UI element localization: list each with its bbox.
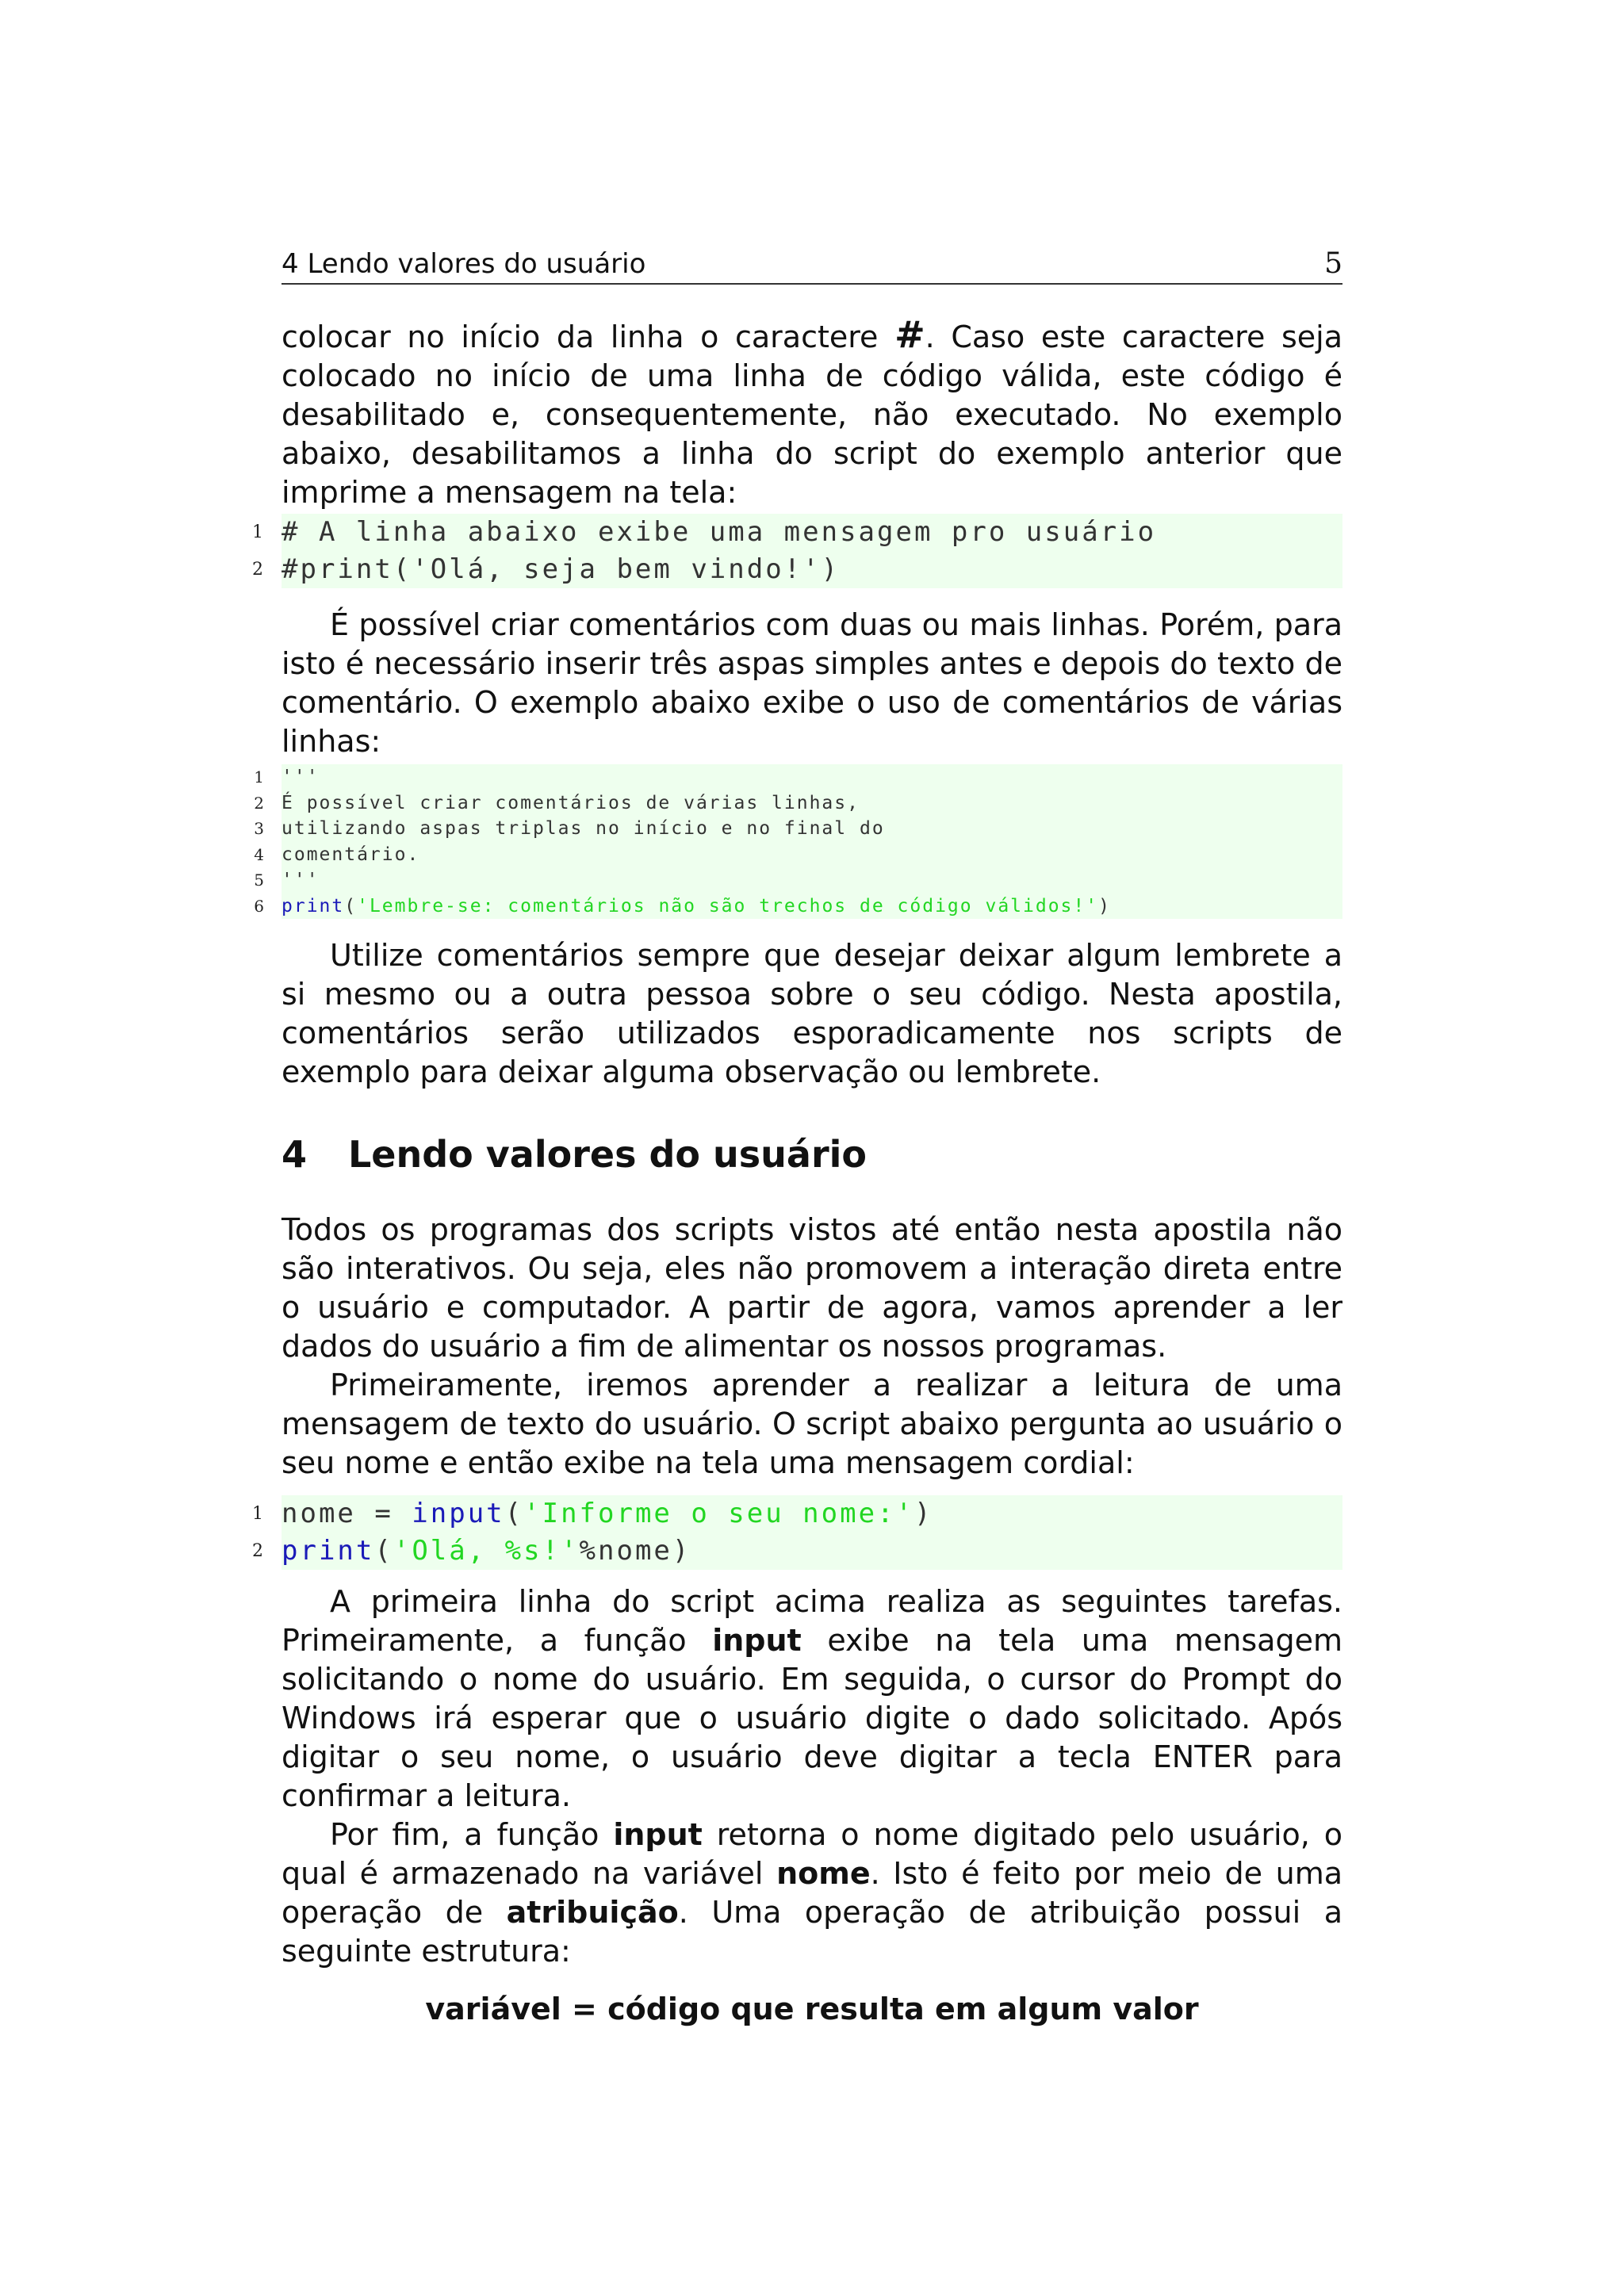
header-title: 4 Lendo valores do usuário [282, 248, 646, 280]
code-line: 2 É possível criar comentários de várias linhas, [282, 790, 1342, 817]
code-line: 2 print('Olá, %s!'%nome) [282, 1533, 1342, 1570]
line-number: 1 [254, 767, 266, 786]
code-line: 3 utilizando aspas triplas no início e no final do [282, 816, 1342, 842]
line-number: 1 [252, 1504, 266, 1524]
code-line: 1 ''' [282, 764, 1342, 790]
line-number: 3 [254, 819, 266, 838]
code-line: 6 print('Lembre-se: comentários não são trechos de código válidos!') [282, 894, 1342, 920]
running-header [282, 242, 1342, 285]
line-number: 6 [254, 896, 266, 916]
paragraph-5: Primeiramente, iremos aprender a realizar a leitura de uma mensagem de texto do usuário. O script abaixo pergunta ao usuário o seu nome e então exibe na tela uma mensagem cordial: [282, 1368, 1342, 1480]
paragraph-4: Todos os programas dos scripts vistos até então nesta apostila não são interativos. Ou seja, eles não promovem a interação direta entre o usuário e computador. A partir de agora, vamos aprender a ler dados do usuário a fim de alimentar os nossos programas. [282, 1212, 1342, 1364]
paragraph-1: colocar no início da linha o caractere #. Caso este caractere seja colocado no início de uma linha de código válida, este código é desabilitado e, consequentemente, não executado. No exemplo abaixo, desabilitamos a linha do script do exemplo anterior que imprime a mensagem na tela: [282, 313, 1343, 510]
section-heading [282, 1133, 1342, 1176]
code-block-2 [254, 764, 1342, 919]
paragraph-7: Por fim, a função input retorna o nome digitado pelo usuário, o qual é armazenado na variável nome. Isto é feito por meio de uma operação de atribuição. Uma operação de atribuição possui a seguinte estrutura: [282, 1817, 1343, 1969]
line-number: 5 [254, 871, 266, 890]
hash-char: # [894, 313, 925, 356]
line-number: 4 [254, 844, 266, 864]
assignment-formula: variável = código que resulta em algum valor [425, 1992, 1199, 2026]
paragraph-6: A primeira linha do script acima realiza as seguintes tarefas. Primeiramente, a função input exibe na tela uma mensagem solicitando o nome do usuário. Em seguida, o cursor do Prompt do Windows irá esperar que o usuário digite o dado solicitado. Após digitar o seu nome, o usuário deve digitar a tecla ENTER para confirmar a leitura. [282, 1584, 1342, 1813]
line-number: 2 [252, 560, 266, 580]
line-number: 2 [252, 1541, 266, 1561]
code-line: 2 #print('Olá, seja bem vindo!') [282, 551, 1342, 588]
code-block-1 [252, 514, 1342, 588]
paragraph-3: Utilize comentários sempre que desejar deixar algum lembrete a si mesmo ou a outra pessoa sobre o seu código. Nesta apostila, comentários serão utilizados esporadicamente nos scripts de exemplo para deixar alguma observação ou lembrete. [282, 938, 1342, 1089]
code-block-3 [252, 1495, 1342, 1570]
section-title: Lendo valores do usuário [348, 1133, 867, 1176]
line-number: 1 [252, 522, 266, 542]
page-number: 5 [1324, 247, 1342, 280]
code-line: 1 # A linha abaixo exibe uma mensagem pro usuário [282, 514, 1342, 551]
code-line: 5 ''' [282, 867, 1342, 894]
section-number: 4 [282, 1133, 308, 1176]
code-line: 4 comentário. [282, 842, 1342, 868]
code-line: 1 nome = input('Informe o seu nome:') [282, 1495, 1342, 1533]
line-number: 2 [254, 793, 266, 813]
page-content [252, 242, 1343, 2026]
paragraph-2: É possível criar comentários com duas ou mais linhas. Porém, para isto é necessário inserir três aspas simples antes e depois do texto de comentário. O exemplo abaixo exibe o uso de comentários de várias linhas: [282, 607, 1342, 759]
